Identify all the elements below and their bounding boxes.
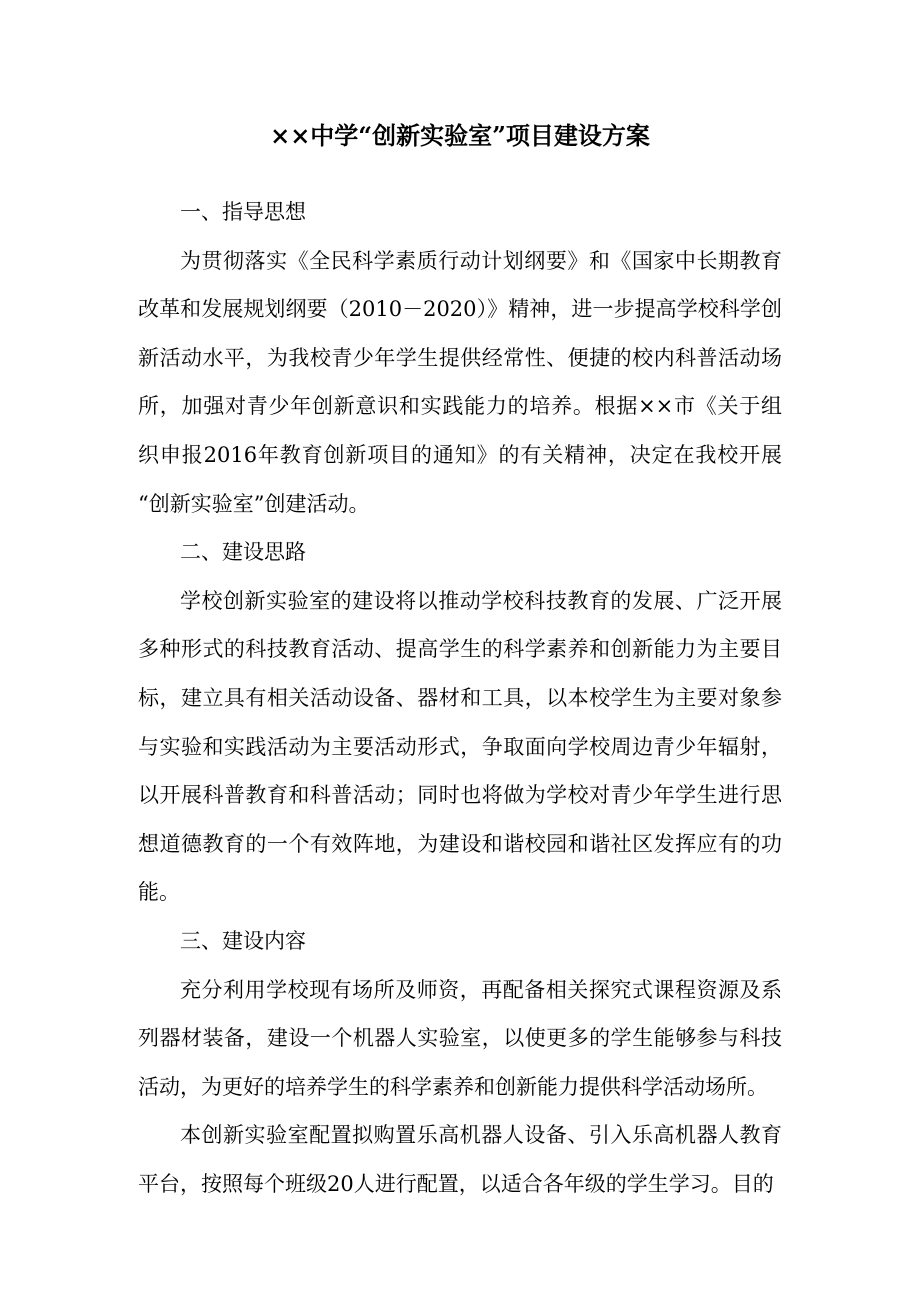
document-body	[138, 188, 782, 1208]
document-title: ××中学“创新实验室”项目建设方案	[270, 121, 650, 150]
section-heading-guiding-ideology: 一、指导思想	[180, 200, 306, 224]
paragraph-guiding-ideology: 为贯彻落实《全民科学素质行动计划纲要》和《国家中长期教育改革和发展规划纲要（2010－2020）》精神，进一步提高学校科学创新活动水平，为我校青少年学生提供经常性、便捷的校内科普活动场所，加强对青少年创新意识和实践能力的培养。根据××市《关于组织申报2016年教育创新项目的通知》的有关精神，决定在我校开展 “创新实验室”创建活动。	[138, 248, 782, 516]
paragraph-construction-approach: 学校创新实验室的建设将以推动学校科技教育的发展、广泛开展多种形式的科技教育活动、提高学生的科学素养和创新能力为主要目标，建立具有相关活动设备、器材和工具，以本校学生为主要对象参与实验和实践活动为主要活动形式，争取面向学校周边青少年辐射，以开展科普教育和科普活动；同时也将做为学校对青少年学生进行思想道德教育的一个有效阵地，为建设和谐校园和谐社区发挥应有的功能。	[138, 588, 782, 905]
paragraph-construction-content: 充分利用学校现有场所及师资，再配备相关探究式课程资源及系列器材装备，建设一个机器人实验室，以使更多的学生能够参与科技活动，为更好的培养学生的科学素养和创新能力提供科学活动场所。	[138, 977, 782, 1099]
paragraph-lab-configuration: 本创新实验室配置拟购置乐高机器人设备、引入乐高机器人教育平台，按照每个班级20人进行配置，以适合各年级的学生学习。目的	[138, 1123, 782, 1196]
section-heading-construction-content: 三、建设内容	[180, 928, 306, 953]
section-heading-construction-approach: 二、建设思路	[180, 540, 306, 565]
